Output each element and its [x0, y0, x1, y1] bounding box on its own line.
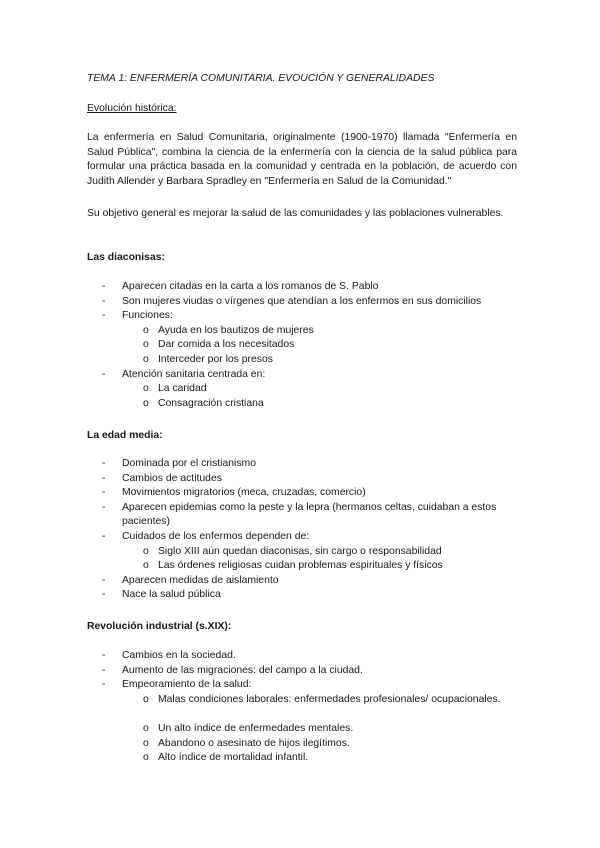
- circle-bullet: o: [143, 397, 149, 409]
- dash-bullet: -: [102, 281, 106, 292]
- circle-bullet: o: [143, 545, 149, 557]
- dash-bullet: -: [102, 487, 106, 499]
- revolucion-heading: Revolución industrial (s.XIX):: [87, 621, 232, 632]
- dash-bullet: -: [102, 501, 106, 513]
- sub-list-item: o Malas condiciones laborales: enfermedades profesionales/ ocupacionales.: [87, 693, 517, 722]
- circle-bullet: o: [143, 353, 149, 365]
- document-title: TEMA 1: ENFERMERÍA COMUNITARIA. EVOUCIÓN Y GENERALIDADES: [87, 73, 435, 84]
- dash-bullet: -: [102, 530, 106, 542]
- sub-list-item: o Dar comida a los necesitados: [87, 338, 517, 353]
- dash-bullet: -: [102, 458, 106, 469]
- list-item: - Aumento de las migraciones: del campo a la ciudad.: [87, 664, 517, 679]
- list-item: - Son mujeres viudas o vírgenes que atendían a los enfermos en sus domicilios: [87, 295, 517, 310]
- sub-list-item: o Un alto índice de enfermedades mentales.: [87, 722, 517, 737]
- circle-bullet: o: [143, 560, 149, 572]
- list-item: - Funciones:: [87, 309, 517, 324]
- circle-bullet: o: [143, 737, 149, 749]
- sub-list-item: o Consagración cristiana: [87, 397, 517, 412]
- dash-bullet: -: [102, 664, 106, 676]
- sub-list-item: o La caridad: [87, 382, 517, 397]
- diaconisas-list: [87, 280, 517, 411]
- sub-list-item: o Interceder por los presos: [87, 353, 517, 368]
- list-item: - Empeoramiento de la salud:: [87, 678, 517, 693]
- circle-bullet: o: [143, 383, 149, 395]
- objective-paragraph: Su objetivo general es mejorar la salud de las comunidades y las poblaciones vulnerables.: [87, 208, 504, 219]
- circle-bullet: o: [143, 693, 149, 705]
- dash-bullet: -: [102, 679, 106, 691]
- evolucion-heading: Evolución histórica:: [87, 103, 177, 114]
- list-item: - Dominada por el cristianismo: [87, 457, 517, 472]
- circle-bullet: o: [143, 339, 149, 351]
- list-item: - Aparecen citadas en la carta a los romanos de S. Pablo: [87, 280, 517, 295]
- sub-list-item: o Siglo XIII aún quedan diaconisas, sin cargo o responsabilidad: [87, 545, 517, 560]
- list-item: - Cuidados de los enfermos dependen de:: [87, 530, 517, 545]
- dash-bullet: -: [102, 295, 106, 307]
- circle-bullet: o: [143, 752, 149, 764]
- sub-list-item: o Abandono o asesinato de hijos ilegítimos.: [87, 737, 517, 752]
- circle-bullet: o: [143, 722, 149, 734]
- dash-bullet: -: [102, 574, 106, 586]
- diaconisas-heading: Las diaconisas:: [87, 252, 165, 263]
- list-item: - Aparecen medidas de aislamiento: [87, 574, 517, 589]
- list-item: - Nace la salud pública: [87, 588, 517, 603]
- list-item: - Cambios en la sociedad.: [87, 649, 517, 664]
- dash-bullet: -: [102, 472, 106, 484]
- sub-list-item: o Alto índice de mortalidad infantil.: [87, 751, 517, 766]
- list-item: - Cambios de actitudes: [87, 472, 517, 487]
- list-item: - Movimientos migratorios (meca, cruzadas, comercio): [87, 486, 517, 501]
- edad-media-list: [87, 457, 517, 603]
- circle-bullet: o: [143, 324, 149, 336]
- sub-list-item: o Las órdenes religiosas cuidan problemas espirituales y físicos: [87, 559, 517, 574]
- list-item: - Atención sanitaria centrada en:: [87, 368, 517, 383]
- dash-bullet: -: [102, 650, 106, 661]
- dash-bullet: -: [102, 368, 106, 380]
- edad-media-heading: La edad media:: [87, 430, 163, 441]
- dash-bullet: -: [102, 310, 106, 322]
- intro-paragraph: La enfermería en Salud Comunitaria, originalmente (1900-1970) llamada "Enfermería en Salud Pública", combina la ciencia de la enfermería con la ciencia de la salud pública para formular una práctica basada en la comunidad y centrada en la población, de acuerdo con Judith Allender y Barbara Spradley en "Enfermería en Salud de la Comunidad.": [87, 132, 517, 187]
- revolucion-list: [87, 649, 517, 766]
- sub-list-item: o Ayuda en los bautizos de mujeres: [87, 324, 517, 339]
- list-item: - Aparecen epidemias como la peste y la lepra (hermanos celtas, cuidaban a estos pacientes): [102, 501, 497, 528]
- dash-bullet: -: [102, 589, 106, 601]
